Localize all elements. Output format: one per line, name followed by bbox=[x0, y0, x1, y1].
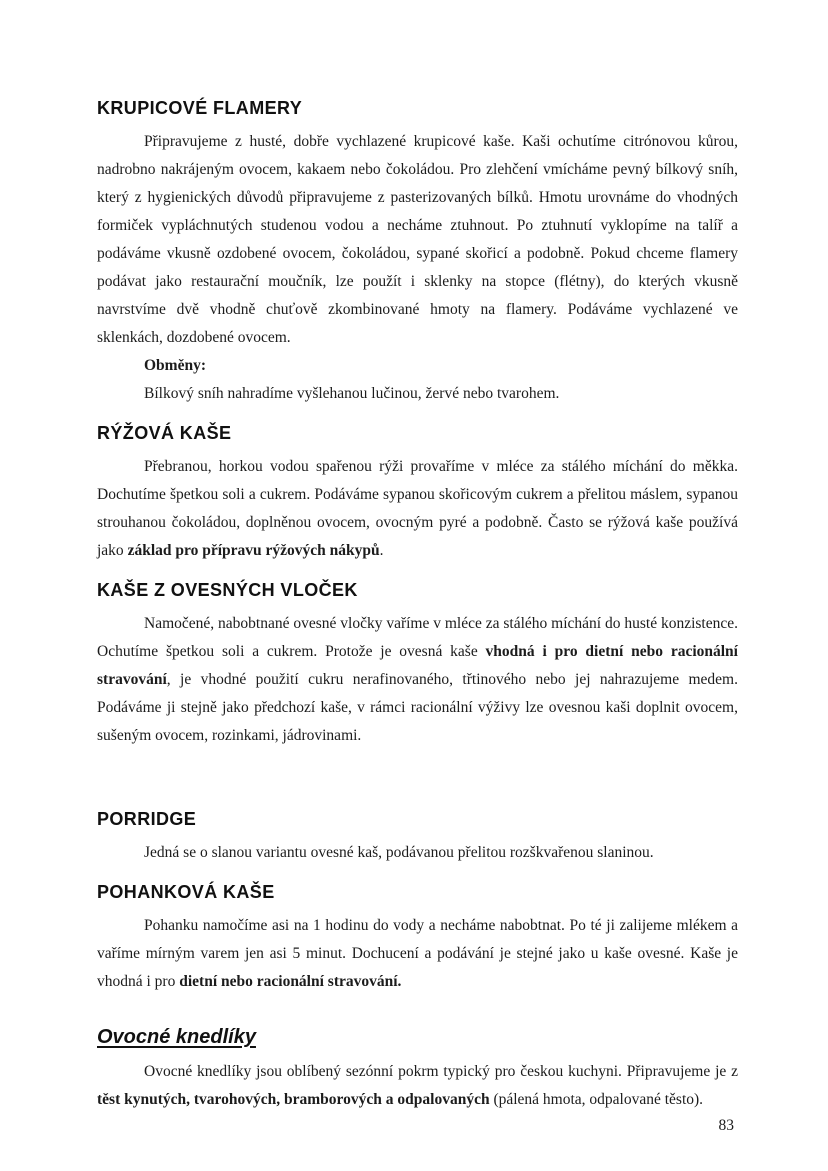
text-run: Ovocné knedlíky bbox=[97, 1026, 256, 1048]
text-run: KAŠE Z OVESNÝCH VLOČEK bbox=[97, 580, 358, 600]
text-run: vhodná i pro dietní nebo racionální stravování bbox=[97, 643, 738, 688]
paragraph-line bbox=[97, 380, 738, 408]
text-run: (pálená hmota, odpalované těsto). bbox=[489, 1091, 704, 1108]
paragraph-label bbox=[97, 352, 738, 380]
text-run: Přebranou, horkou vodou spařenou rýži provaříme v mléce za stálého míchání do měkka. Dochutíme špetkou soli a cukrem. Podáváme sypanou skořicovým cukrem a přelitou máslem, sypanou strouhanou čokoládou, doplněnou ovocem, ovocným pyré a podobně. Často se rýžová kaše používá jako bbox=[97, 458, 738, 559]
vertical-gap bbox=[97, 750, 738, 794]
text-run: těst kynutých, tvarohových, bramborových a odpalovaných bbox=[97, 1091, 490, 1108]
text-run: základ pro přípravu rýžových nákypů bbox=[127, 542, 380, 559]
section-heading bbox=[97, 422, 738, 444]
page-number: 83 bbox=[718, 1117, 734, 1134]
text-run: . bbox=[379, 542, 384, 559]
paragraph bbox=[97, 912, 738, 996]
text-run: Obměny: bbox=[144, 357, 206, 374]
text-run: PORRIDGE bbox=[97, 809, 197, 829]
section-heading bbox=[97, 579, 738, 601]
paragraph bbox=[97, 128, 738, 352]
paragraph bbox=[97, 610, 738, 750]
text-run: RÝŽOVÁ KAŠE bbox=[97, 423, 232, 443]
section-heading bbox=[97, 808, 738, 830]
section-heading-italic bbox=[97, 1024, 738, 1050]
section-heading bbox=[97, 97, 738, 119]
text-run: dietní nebo racionální stravování. bbox=[179, 973, 402, 990]
paragraph bbox=[97, 453, 738, 565]
text-run: Připravujeme z husté, dobře vychlazené krupicové kaše. Kaši ochutíme citrónovou kůrou, nadrobno nakrájeným ovocem, kakaem nebo čokoládou. Pro zlehčení vmícháme pevný bílkový sníh, který z hygienických důvodů připravujeme z pasterizovaných bílků. Hmotu urovnáme do vhodných formiček vypláchnutých studenou vodou a necháme ztuhnout. Po ztuhnutí vyklopíme na talíř a podáváme vkusně ozdobené ovocem, čokoládou, sypané skořicí a podobně. Pokud chceme flamery podávat jako restaurační moučník, lze použít i sklenky na stopce (flétny), do kterých vkusně navrstvíme dvě vhodně chuťově zkombinované hmoty na flamery. Podáváme vychlazené ve sklenkách, dozdobené ovocem. bbox=[97, 133, 738, 346]
text-run: KRUPICOVÉ FLAMERY bbox=[97, 98, 303, 118]
text-run: , je vhodné použití cukru nerafinovaného, třtinového nebo jej nahrazujeme medem. Podáváme ji stejně jako předchozí kaše, v rámci racionální výživy lze ovesnou kaši doplnit ovocem, sušeným ovocem, rozinkami, jádrovinami. bbox=[97, 671, 738, 744]
text-run: Pohanku namočíme asi na 1 hodinu do vody a necháme nabobtnat. Po té ji zalijeme mlékem a vaříme mírným varem jen asi 5 minut. Dochucení a podávání je stejné jako u kaše ovesné. Kaše je vhodná i pro bbox=[97, 917, 738, 990]
paragraph bbox=[97, 839, 738, 867]
text-run: Ovocné knedlíky jsou oblíbený sezónní pokrm typický pro českou kuchyni. Připravujeme je z bbox=[144, 1063, 738, 1080]
document-blocks bbox=[97, 97, 738, 1114]
text-run: Namočené, nabobtnané ovesné vločky vaříme v mléce za stálého míchání do husté konzistence. Ochutíme špetkou soli a cukrem. Protože je ovesná kaše bbox=[97, 615, 738, 660]
text-run: POHANKOVÁ KAŠE bbox=[97, 882, 275, 902]
text-run: Jedná se o slanou variantu ovesné kaš, podávanou přelitou rozškvařenou slaninou. bbox=[144, 844, 654, 861]
section-heading bbox=[97, 881, 738, 903]
text-run: Bílkový sníh nahradíme vyšlehanou lučinou, žervé nebo tvarohem. bbox=[144, 385, 560, 402]
paragraph bbox=[97, 1058, 738, 1114]
